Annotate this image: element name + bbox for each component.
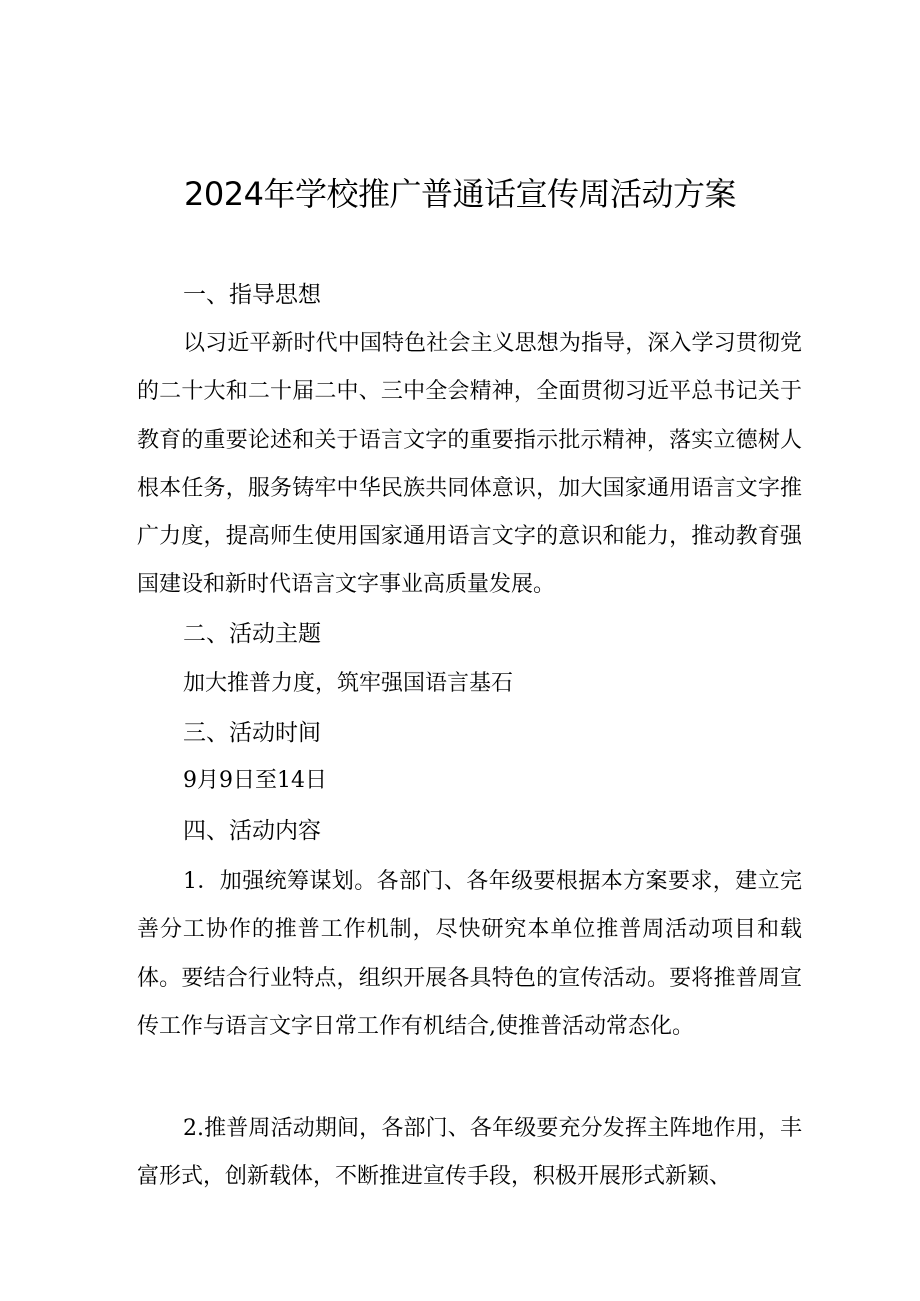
section-heading-guiding-ideology: 一、指导思想 bbox=[183, 282, 321, 308]
document-title: 2024年学校推广普通话宣传周活动方案 bbox=[184, 175, 736, 213]
section-heading-activity-theme: 二、活动主题 bbox=[183, 621, 321, 647]
content-item-2: 2.推普周活动期间，各部门、各年级要充分发挥主阵地作用，丰富形式，创新载体，不断推进宣传手段，积极开展形式新颖、 bbox=[137, 1116, 802, 1190]
content-item-1: 1．加强统筹谋划。各部门、各年级要根据本方案要求，建立完善分工协作的推普工作机制，尽快研究本单位推普周活动项目和载体。要结合行业特点，组织开展各具特色的宣传活动。要将推普周宣传工作与语言文字日常工作有机结合,使推普活动常态化。 bbox=[137, 869, 802, 1039]
section-body-activity-time: 9月9日至14日 bbox=[183, 768, 327, 793]
section-heading-activity-time: 三、活动时间 bbox=[183, 720, 321, 746]
section-body-guiding-ideology: 以习近平新时代中国特色社会主义思想为指导，深入学习贯彻党的二十大和二十届二中、三中全会精神，全面贯彻习近平总书记关于教育的重要论述和关于语言文字的重要指示批示精神，落实立德树人根本任务，服务铸牢中华民族共同体意识，加大国家通用语言文字推广力度，提高师生使用国家通用语言文字的意识和能力，推动教育强国建设和新时代语言文字事业高质量发展。 bbox=[137, 331, 802, 598]
section-body-activity-theme: 加大推普力度，筑牢强国语言基石 bbox=[183, 671, 514, 696]
section-heading-activity-content: 四、活动内容 bbox=[183, 818, 321, 844]
